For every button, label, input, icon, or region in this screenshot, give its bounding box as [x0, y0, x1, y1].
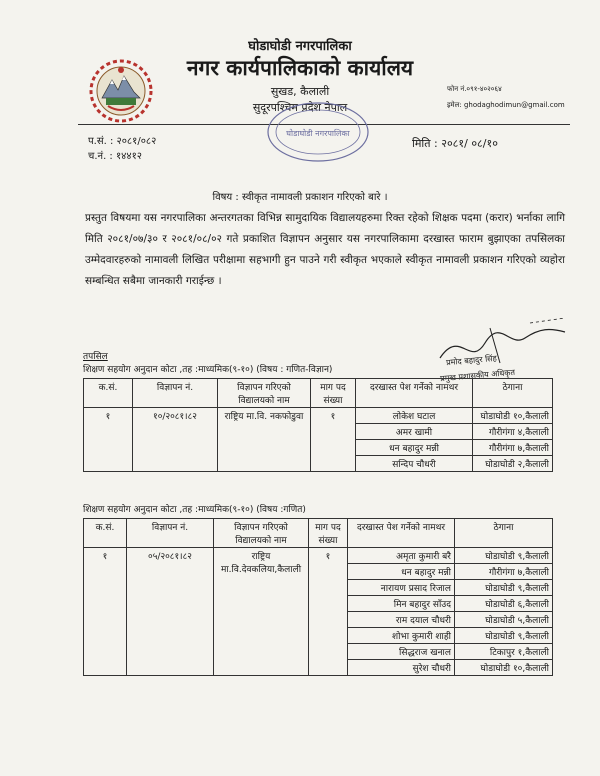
row-ad-no: ०५/२०८१।८२ — [127, 548, 214, 676]
applicant-name: नारायण प्रसाद रिजाल — [348, 580, 455, 596]
row-posts: १ — [309, 548, 348, 676]
applicant-name: शोभा कुमारी शाही — [348, 628, 455, 644]
letter-subject: विषय : स्वीकृत नामावली प्रकाशन गरिएको बारे । — [212, 192, 388, 203]
col-address: ठेगाना — [473, 379, 553, 408]
email-address: इमेल: ghodaghodimun@gmail.com — [447, 101, 565, 109]
applicant-name: लोकेश घटाल — [356, 408, 473, 424]
row-sn: १ — [84, 548, 127, 676]
applicant-name: सन्दिप चौधरी — [356, 456, 473, 472]
applicant-address: घोडाघोडी ९,कैलाली — [455, 548, 553, 564]
schedule-label: तपसिल — [83, 352, 108, 362]
table-row — [84, 408, 553, 424]
applicant-address: घोडाघोडी ९,कैलाली — [455, 628, 553, 644]
applicant-address: घोडाघोडी ५,कैलाली — [455, 612, 553, 628]
applicant-address: घोडाघोडी १०,कैलाली — [473, 408, 553, 424]
office-location: सुखड, कैलाली — [270, 85, 330, 98]
svg-text:घोडाघोडी नगरपालिका: घोडाघोडी नगरपालिका — [286, 129, 350, 138]
col-posts: माग पद संख्या — [309, 519, 348, 548]
col-sn: क.सं. — [84, 379, 133, 408]
col-applicant: दरखास्त पेश गर्नेको नामथर — [348, 519, 455, 548]
applicant-name: अमर खामी — [356, 424, 473, 440]
col-address: ठेगाना — [455, 519, 553, 548]
applicant-address: गौरीगंगा ७,कैलाली — [455, 564, 553, 580]
applicant-name: सिद्धराज खनाल — [348, 644, 455, 660]
applicant-name: राम दयाल चौधरी — [348, 612, 455, 628]
row-school: राष्ट्रिय मा.वि. नकफोडुवा — [218, 408, 311, 472]
applicant-address: टिकापुर १,कैलाली — [455, 644, 553, 660]
applicant-address: गौरीगंगा ७,कैलाली — [473, 440, 553, 456]
table-header-row — [84, 519, 553, 548]
col-sn: क.सं. — [84, 519, 127, 548]
candidate-table-1 — [83, 378, 553, 472]
signatory-role: प्रमुख प्रशासकीय अधिकृत — [439, 367, 516, 384]
table2-title: शिक्षण सहयोग अनुदान कोटा ,तह :माध्यमिक(९-१०) (विषय :गणित) — [83, 505, 306, 515]
phone-number: फोन नं.०९१-४०२०६४ — [447, 85, 502, 93]
applicant-name: धन बहादुर मन्नी — [348, 564, 455, 580]
col-ad-no: विज्ञापन नं. — [127, 519, 214, 548]
applicant-address: गौरीगंगा ४,कैलाली — [473, 424, 553, 440]
applicant-address: घोडाघोडी १०,कैलाली — [455, 660, 553, 676]
col-posts: माग पद संख्या — [311, 379, 356, 408]
row-ad-no: १०/२०८१।८२ — [133, 408, 218, 472]
applicant-address: घोडाघोडी ६,कैलाली — [455, 596, 553, 612]
row-school: राष्ट्रिय मा.वि.देवकलिया,कैलाली — [214, 548, 309, 676]
table-header-row — [84, 379, 553, 408]
applicant-name: सुरेश चौधरी — [348, 660, 455, 676]
row-sn: १ — [84, 408, 133, 472]
applicant-address: घोडाघोडी ९,कैलाली — [455, 580, 553, 596]
letter-reference-number: प.सं. : २०८१/०८२ — [88, 136, 157, 147]
col-school: विज्ञापन गरिएको विद्यालयको नाम — [214, 519, 309, 548]
office-name: नगर कार्यपालिकाको कार्यालय — [186, 56, 414, 80]
dispatch-number: च.नं. : १४४१२ — [88, 151, 142, 162]
municipality-name: घोडाघोडी नगरपालिका — [248, 39, 352, 54]
province-name: सुदूरपश्चिम प्रदेश नेपाल — [252, 101, 348, 114]
table1-title: शिक्षण सहयोग अनुदान कोटा ,तह :माध्यमिक(९-१०) (विषय : गणित-विज्ञान) — [83, 365, 333, 375]
signatory-name: प्रमोद बहादुर सिंह — [445, 353, 498, 368]
applicant-name: धन बहादुर मन्नी — [356, 440, 473, 456]
letter-date: मिति : २०८१/ ०८/१० — [412, 137, 498, 150]
letter-body: प्रस्तुत विषयमा यस नगरपालिका अन्तरगतका विभिन्न सामुदायिक विद्यालयहरुमा रिक्त रहेको शिक्षक पदमा (करार) भर्नाका लागि मिति २०८१/०७/३० र २०८१/०८/०२ गते प्रकाशित विज्ञापन अनुसार यस नगरपालिकामा दरखास्त फाराम बुझाएका तपसिलका उम्मेदवारहरुको नामावली लिखित परीक्षामा सहभागी हुन पाउने गरी स्वीकृत भएकाले स्वीकृत नामावली प्रकाशन गरिएको व्यहोरा सम्बन्धित सबैमा जानकारी गराईन्छ । — [85, 212, 565, 287]
table-row — [84, 548, 553, 564]
applicant-address: घोडाघोडी २,कैलाली — [473, 456, 553, 472]
applicant-name: मिन बहादुर साँउद — [348, 596, 455, 612]
applicant-name: अमृता कुमारी बरै — [348, 548, 455, 564]
col-school: विज्ञापन गरिएको विद्यालयको नाम — [218, 379, 311, 408]
col-applicant: दरखास्त पेश गर्नेको नामथर — [356, 379, 473, 408]
candidate-table-2 — [83, 518, 553, 676]
row-posts: १ — [311, 408, 356, 472]
col-ad-no: विज्ञापन नं. — [133, 379, 218, 408]
office-stamp-icon — [265, 100, 371, 164]
